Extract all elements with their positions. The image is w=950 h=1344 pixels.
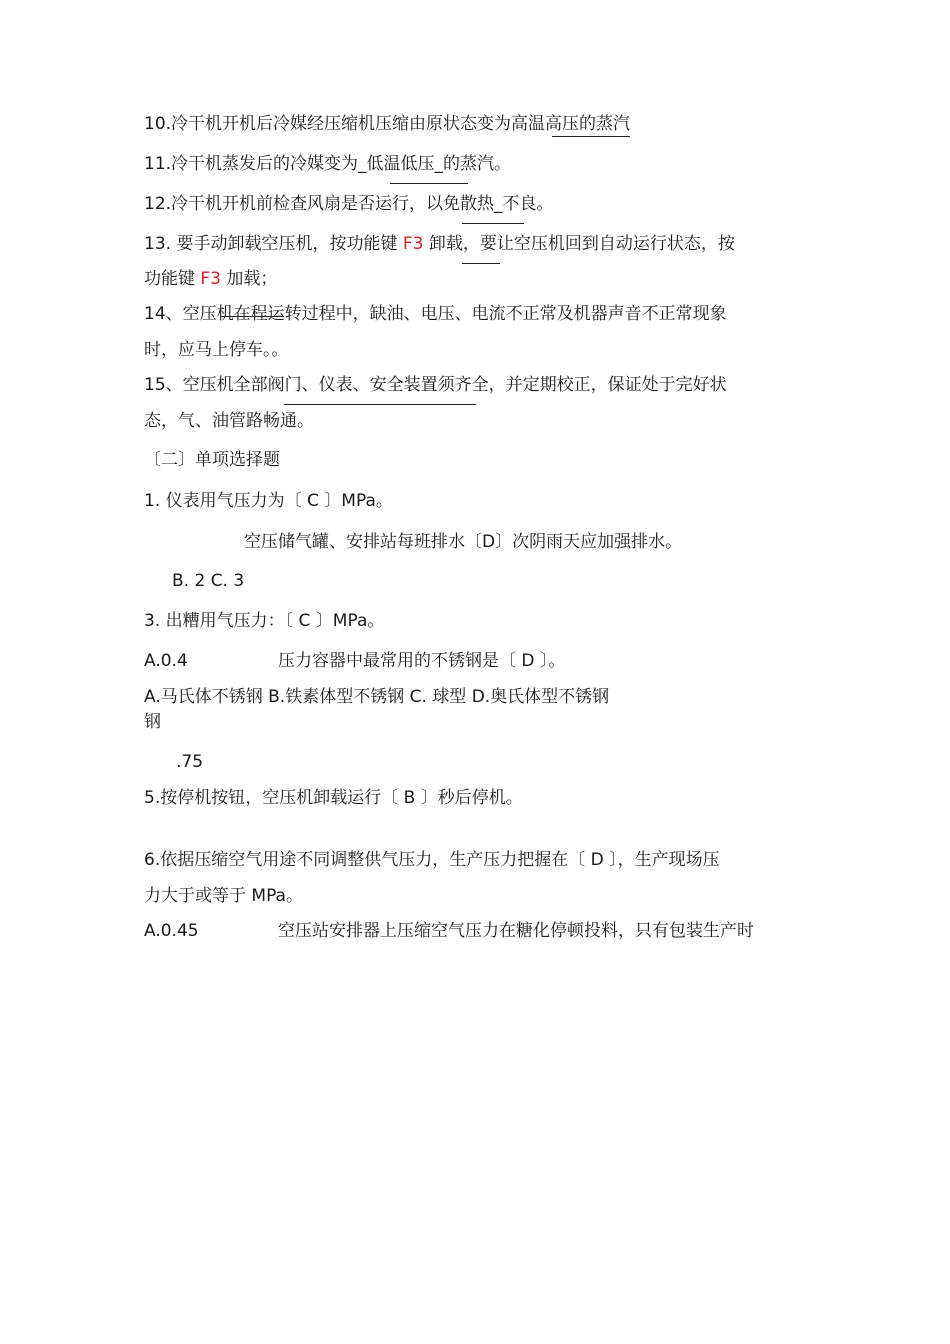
item-11: 11.冷干机蒸发后的冷媒变为_低温低压_的蒸汽。: [144, 154, 512, 174]
underline: [284, 404, 476, 405]
item-12: 12.冷干机开机前检查风扇是否运行，以免散热_不良。: [144, 194, 554, 214]
options-4: A.马氏体不锈钢 B.铁素体型不锈钢 C. 球型 D.奥氏体型不锈钢: [144, 687, 610, 707]
question-1: 1. 仪表用气压力为〔 C 〕MPa。: [144, 491, 393, 511]
item-14-line1: 14、空压机在程运转过程中，缺油、电压、电流不正常及机器声音不正常现象: [144, 304, 727, 324]
question-3: 3. 出糟用气压力：〔 C 〕MPa。: [144, 611, 385, 631]
item-15-line1: 15、空压机全部阀门、仪表、安全装置须齐全，并定期校正，保证处于完好状: [144, 375, 727, 395]
section-heading: 〔二〕单项选择题: [144, 450, 280, 470]
underline: [462, 223, 524, 224]
question-4: 压力容器中最常用的不锈钢是〔 D 〕。: [278, 651, 566, 671]
item-13-line2: 功能键 F3 加载；: [144, 269, 278, 289]
question-7: 空压站安排器上压缩空气压力在糖化停顿投料，只有包装生产时: [278, 921, 754, 941]
underline: [462, 263, 500, 264]
question-6-line2: 力大于或等于 MPa。: [144, 886, 303, 906]
item-14-line2: 时，应马上停车。。: [144, 340, 289, 360]
question-5: 5.按停机按钮，空压机卸载运行〔 B 〕秒后停机。: [144, 788, 523, 808]
strikethrough: [220, 316, 284, 317]
function-key: F3: [402, 234, 424, 254]
options-bc: B. 2 C. 3: [172, 571, 245, 591]
item-13-line1: 13. 要手动卸载空压机，按功能键 F3 卸载，要让空压机回到自动运行状态，按: [144, 234, 735, 254]
question-6-line1: 6.依据压缩空气用途不同调整供气压力，生产压力把握在〔 D 〕，生产现场压: [144, 850, 720, 870]
function-key: F3: [200, 269, 222, 289]
item-10: 10.冷干机开机后冷媒经压缩机压缩由原状态变为高温高压的蒸汽: [144, 114, 631, 134]
answer-blank: 低温低压: [366, 154, 435, 174]
question-2: 空压储气罐、安排站每班排水〔D〕次阴雨天应加强排水。: [244, 532, 683, 552]
answer-blank: 高温高压: [511, 114, 580, 134]
wrapped-char: 钢: [144, 712, 161, 732]
item-15-line2: 态，气、油管路畅通。: [144, 411, 314, 431]
option-a: A.0.45: [144, 921, 199, 941]
underline: [390, 183, 468, 184]
underline: [552, 136, 630, 137]
fragment-value: .75: [176, 752, 204, 772]
option-a: A.0.4: [144, 651, 188, 671]
